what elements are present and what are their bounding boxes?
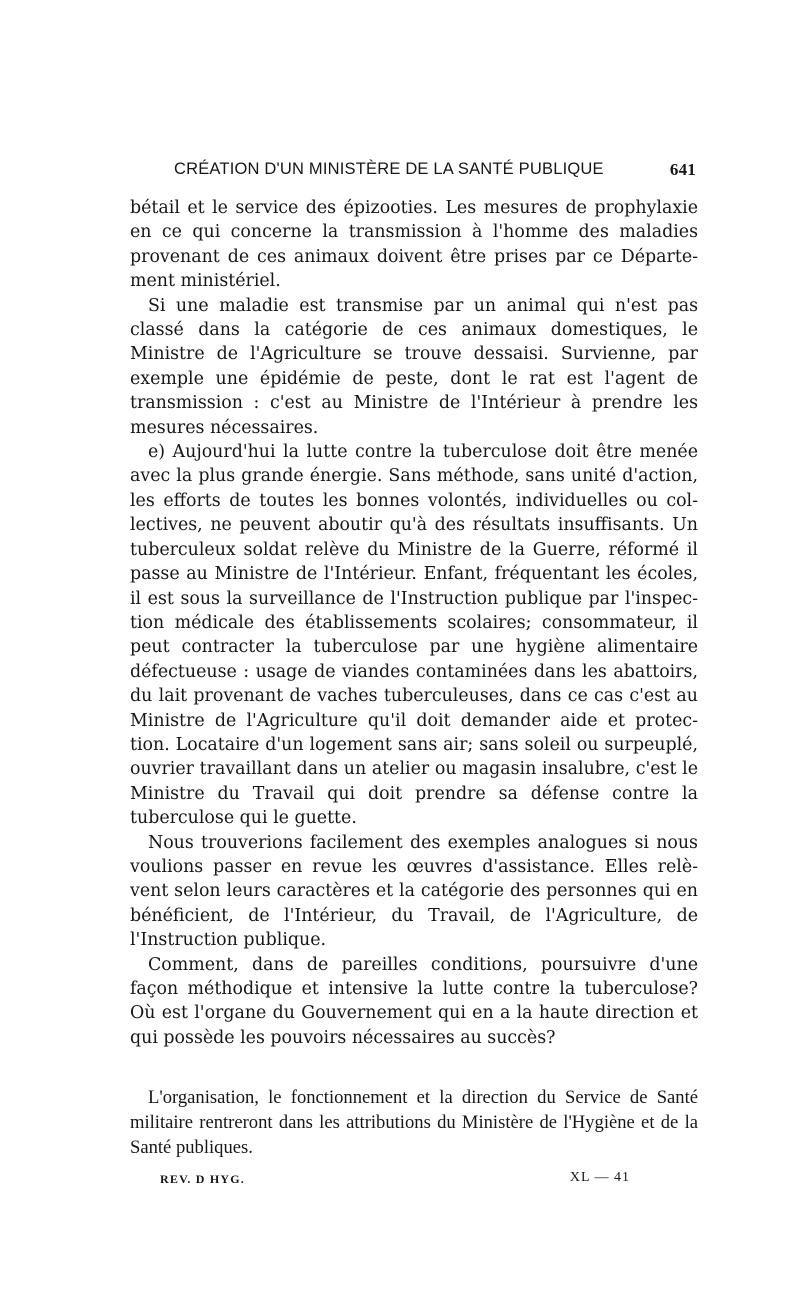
page-footer — [160, 1172, 630, 1192]
body-text — [130, 196, 698, 1050]
paragraph-continuation: bétail et le service des épizooties. Les mesures de prophylaxie en ce qui concerne la transmission à l'homme des maladies provenant de ces animaux doivent être prises par ce Départe-ment ministériel. — [130, 198, 698, 292]
footer-signature: REV. D HYG. — [160, 1172, 245, 1186]
running-header — [128, 160, 698, 184]
closing-section — [130, 1085, 698, 1160]
running-title: CRÉATION D'UN MINISTÈRE DE LA SANTÉ PUBLIQUE — [174, 160, 604, 178]
paragraph-assistance: Nous trouverions facilement des exemples analogues si nous voulions passer en revue les œuvres d'assistance. Elles relè-vent selon leurs caractères et la catégorie des personnes qui en bénéficient, de l'Intérieur, du Travail, de l'Agriculture, de l'Instruction publique. — [130, 832, 698, 951]
paragraph-maladie: Si une maladie est transmise par un animal qui n'est pas classé dans la catégorie de ces animaux domestiques, le Ministre de l'Agriculture se trouve dessaisi. Survienne, par exemple une épidémie de peste, dont le rat est l'agent de transmission : c'est au Ministre de l'Intérieur à prendre les mesures nécessaires. — [130, 295, 698, 438]
paragraph-service-sante: L'organisation, le fonctionnement et la direction du Service de Santé militaire rentreront dans les attributions du Ministère de l'Hygiène et de la Santé publiques. — [130, 1087, 698, 1158]
paragraph-question: Comment, dans de pareilles conditions, poursuivre d'une façon méthodique et intensive la lutte contre la tuberculose? Où est l'organe du Gouvernement qui en a la haute direction et qui possède les pouvoirs nécessaires au succès? — [130, 954, 698, 1048]
paragraph-tuberculose: e) Aujourd'hui la lutte contre la tuberculose doit être menée avec la plus grande énergie. Sans méthode, sans unité d'action, les efforts de toutes les bonnes volontés, individuelles ou col-lectives, ne peuvent aboutir qu'à des résultats insuffisants. Un tuberculeux soldat relève du Ministre de la Guerre, réformé il passe au Ministre de l'Intérieur. Enfant, fréquentant les écoles, il est sous la surveillance de l'Instruction publique par l'inspec-tion médicale des établissements scolaires; consommateur, il peut contracter la tuberculose par une hygiène alimentaire défectueuse : usage de viandes contaminées dans les abattoirs, du lait provenant de vaches tuberculeuses, dans ce cas c'est au Ministre de l'Agriculture qu'il doit demander aide et protec-tion. Locataire d'un logement sans air; sans soleil ou surpeuplé, ouvrier travaillant dans un atelier ou magasin insalubre, c'est le Ministre du Travail qui doit prendre sa défense contre la tuberculose qui le guette. — [130, 442, 698, 829]
page-number: 641 — [669, 160, 696, 179]
footer-volume: XL — 41 — [569, 1170, 630, 1185]
